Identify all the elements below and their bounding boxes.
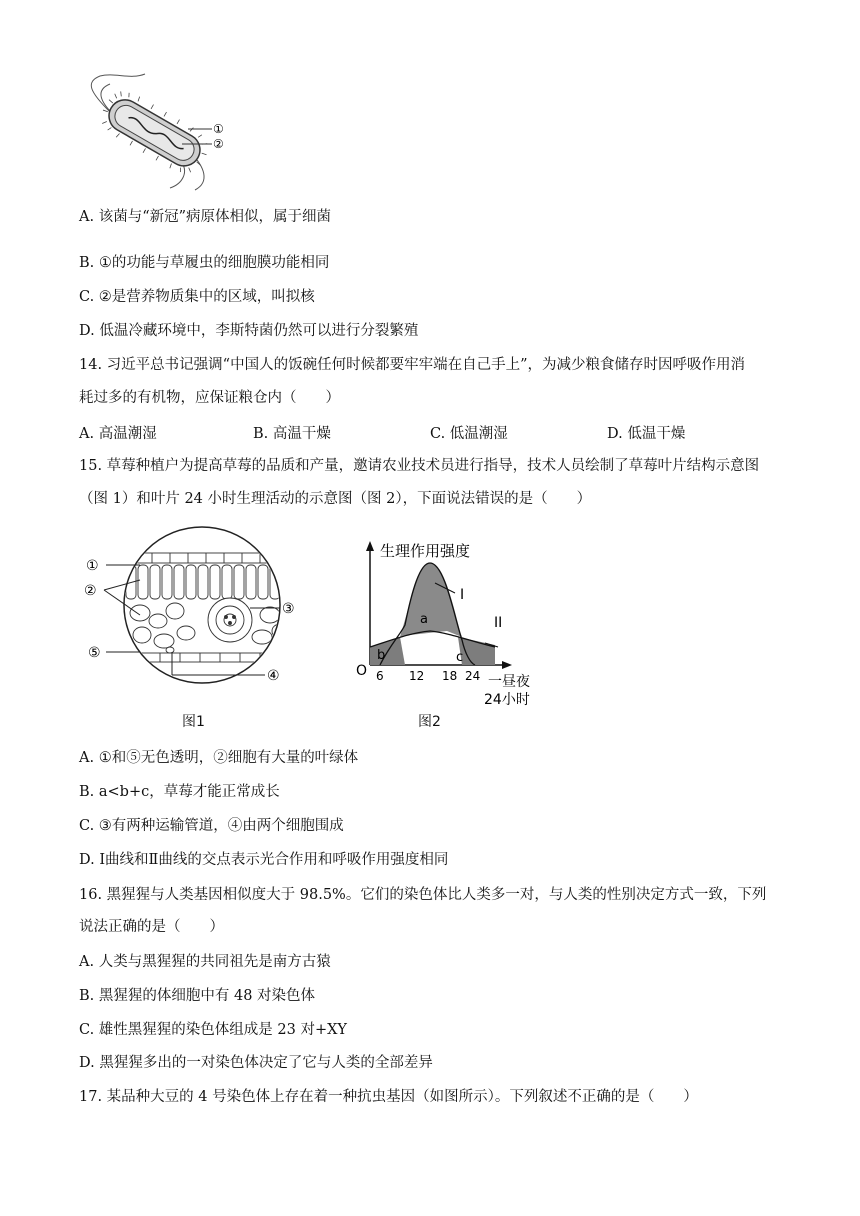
label-2: ② [213, 137, 224, 151]
q13-option-c: C. ②是营养物质集中的区域，叫拟核 [79, 289, 315, 305]
x-tick-6: 6 [376, 669, 384, 683]
leaf-structure-figure [80, 525, 300, 695]
q15-option-a: A. ①和⑤无色透明，②细胞有大量的叶绿体 [79, 750, 359, 766]
fig1-label-3: ③ [282, 601, 295, 617]
y-axis-label: 生理作用强度 [380, 542, 471, 560]
fig1-label-5: ⑤ [88, 645, 101, 661]
q15-option-d: D. Ⅰ曲线和Ⅱ曲线的交点表示光合作用和呼吸作用强度相同 [79, 852, 449, 868]
q15-option-c: C. ③有两种运输管道，④由两个细胞围成 [79, 818, 344, 834]
q15-stem-line1: 15. 草莓种植户为提高草莓的品质和产量，邀请农业技术员进行指导，技术人员绘制了草莓叶片结构示意图 [79, 458, 760, 474]
q14-stem-line1: 14. 习近平总书记强调“中国人的饭碗任何时候都要牢牢端在自己手上”，为减少粮食储存时因呼吸作用消 [79, 357, 745, 373]
fig2-caption: 图2 [418, 714, 441, 730]
curve-I-label: I [460, 587, 465, 603]
q14-option-d: D. 低温干燥 [607, 426, 686, 442]
curve-II-label: II [494, 615, 503, 631]
q13-option-b: B. ①的功能与草履虫的细胞膜功能相同 [79, 255, 330, 271]
q16-option-b: B. 黑猩猩的体细胞中有 48 对染色体 [79, 988, 316, 1004]
x-tick-24: 24 [465, 669, 481, 683]
x-tick-18: 18 [442, 669, 458, 683]
q16-option-a: A. 人类与黑猩猩的共同祖先是南方古猿 [79, 954, 331, 970]
q17-stem-line1: 17. 某品种大豆的 4 号染色体上存在着一种抗虫基因（如图所示）。下列叙述不正确的是（ ） [79, 1089, 698, 1105]
q15-stem-line2: （图 1）和叶片 24 小时生理活动的示意图（图 2），下面说法错误的是（ ） [79, 491, 592, 507]
physiology-chart [350, 535, 550, 720]
q16-stem-line2: 说法正确的是（ ） [79, 919, 224, 935]
x-tick-12: 12 [409, 669, 425, 683]
fig1-label-4: ④ [267, 668, 280, 684]
area-b-label: b [377, 648, 386, 663]
fig1-caption: 图1 [182, 714, 205, 730]
area-c-label: c [456, 650, 464, 665]
q14-options [79, 422, 779, 442]
q14-stem-line2: 耗过多的有机物，应保证粮仓内（ ） [79, 390, 340, 406]
q15-option-b: B. a<b+c，草莓才能正常成长 [79, 784, 280, 800]
q14-option-b: B. 高温干燥 [253, 426, 331, 442]
q13-option-d: D. 低温冷藏环境中，李斯特菌仍然可以进行分裂繁殖 [79, 323, 419, 339]
q16-option-c: C. 雄性黑猩猩的染色体组成是 23 对+XY [79, 1022, 348, 1038]
q14-option-a: A. 高温潮湿 [79, 426, 157, 442]
fig1-label-2: ② [84, 583, 97, 599]
q14-option-c: C. 低温潮湿 [430, 426, 508, 442]
q16-option-d: D. 黑猩猩多出的一对染色体决定了它与人类的全部差异 [79, 1055, 433, 1071]
origin-label: O [356, 663, 368, 679]
fig1-label-1: ① [86, 558, 99, 574]
x-axis-label-line1: 一昼夜 [488, 674, 530, 690]
label-1: ① [213, 122, 224, 136]
q13-option-a: A. 该菌与“新冠”病原体相似，属于细菌 [79, 209, 332, 225]
x-axis-label-line2: 24小时 [484, 692, 530, 708]
area-a-label: a [420, 612, 428, 627]
bacterium-figure [70, 72, 240, 192]
q16-stem-line1: 16. 黑猩猩与人类基因相似度大于 98.5%。它们的染色体比人类多一对，与人类的性别决定方式一致，下列 [79, 887, 767, 903]
